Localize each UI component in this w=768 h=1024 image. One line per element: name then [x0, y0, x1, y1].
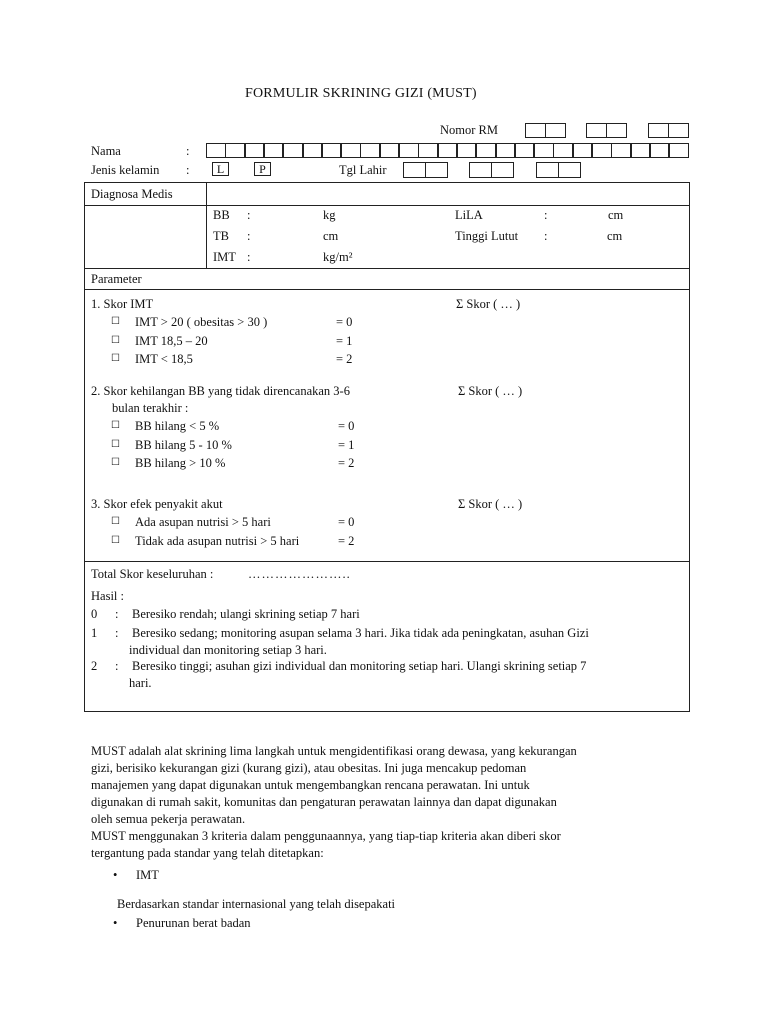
- option-label: IMT < 18,5: [135, 352, 193, 366]
- bullet-penurunan: Penurunan berat badan: [136, 916, 251, 930]
- section3-sigma: Σ Skor ( … ): [458, 497, 523, 511]
- table-border: [84, 205, 690, 206]
- hasil-description-cont: individual dan monitoring setiap 3 hari.: [129, 643, 327, 657]
- gender-l-box[interactable]: L: [212, 162, 229, 176]
- option-label: IMT > 20 ( obesitas > 30 ): [135, 315, 268, 329]
- nomor-rm-digit-box[interactable]: [525, 123, 546, 138]
- option-checkbox[interactable]: ☐: [111, 316, 120, 327]
- hasil-colon: :: [115, 626, 119, 640]
- total-score-value[interactable]: …………………..: [248, 567, 351, 581]
- form-title: FORMULIR SKRINING GIZI (MUST): [245, 86, 477, 101]
- section1-sigma: Σ Skor ( … ): [456, 297, 521, 311]
- nama-char-box[interactable]: [476, 143, 496, 158]
- tgl-lahir-digit-box[interactable]: [491, 162, 514, 178]
- tgl-lahir-digit-box[interactable]: [536, 162, 559, 178]
- option-label: Ada asupan nutrisi > 5 hari: [135, 515, 271, 529]
- body-text-line: MUST menggunakan 3 kriteria dalam penggunaannya, yang tiap-tiap kriteria akan diberi skor: [91, 829, 561, 843]
- tgl-lahir-digit-box[interactable]: [558, 162, 581, 178]
- hasil-colon: :: [115, 659, 119, 673]
- option-checkbox[interactable]: ☐: [111, 457, 120, 468]
- option-label: BB hilang < 5 %: [135, 419, 220, 433]
- nama-char-box[interactable]: [264, 143, 284, 158]
- hasil-score-number: 2: [91, 659, 98, 673]
- nama-char-box[interactable]: [515, 143, 535, 158]
- nama-char-box[interactable]: [360, 143, 380, 158]
- tinggi-lutut-unit: cm: [607, 229, 623, 243]
- table-border: [84, 268, 690, 269]
- tb-colon: :: [247, 229, 251, 243]
- nama-colon: :: [186, 144, 190, 158]
- nama-char-box[interactable]: [573, 143, 593, 158]
- tinggi-lutut-colon: :: [544, 229, 548, 243]
- section2-sigma: Σ Skor ( … ): [458, 384, 523, 398]
- option-checkbox[interactable]: ☐: [111, 420, 120, 431]
- nomor-rm-digit-box[interactable]: [606, 123, 627, 138]
- table-border: [84, 561, 690, 562]
- hasil-description: Beresiko rendah; ulangi skrining setiap 7 hari: [132, 607, 360, 621]
- bb-colon: :: [247, 208, 251, 222]
- lila-colon: :: [544, 208, 548, 222]
- tb-label: TB: [213, 229, 229, 243]
- nama-char-box[interactable]: [611, 143, 631, 158]
- table-border: [84, 182, 85, 712]
- nama-char-box[interactable]: [283, 143, 303, 158]
- table-border: [84, 182, 690, 183]
- sub-text-imt: Berdasarkan standar internasional yang telah disepakati: [117, 897, 396, 911]
- body-text-line: gizi, berisiko kekurangan gizi (kurang gizi), atau obesitas. Ini juga mencakup pedoman: [91, 761, 527, 775]
- bb-unit: kg: [323, 208, 336, 222]
- nomor-rm-digit-box[interactable]: [668, 123, 689, 138]
- nama-char-box[interactable]: [457, 143, 477, 158]
- option-score: = 0: [338, 419, 355, 433]
- nama-char-box[interactable]: [669, 143, 689, 158]
- nama-char-box[interactable]: [438, 143, 458, 158]
- option-score: = 2: [336, 352, 353, 366]
- hasil-description: Beresiko tinggi; asuhan gizi individual dan monitoring setiap hari. Ulangi skrining setiap 7: [132, 659, 587, 673]
- hasil-score-number: 0: [91, 607, 98, 621]
- body-text-line: tergantung pada standar yang telah ditetapkan:: [91, 846, 324, 860]
- nama-char-box[interactable]: [631, 143, 651, 158]
- table-border: [84, 711, 690, 712]
- hasil-description: Beresiko sedang; monitoring asupan selama 3 hari. Jika tidak ada peningkatan, asuhan Gizi: [132, 626, 589, 640]
- nomor-rm-label: Nomor RM: [440, 123, 498, 137]
- bullet-dot: •: [113, 916, 118, 930]
- imt-unit: kg/m²: [323, 250, 353, 264]
- bullet-dot: •: [113, 868, 118, 882]
- jenis-kelamin-colon: :: [186, 163, 190, 177]
- nama-char-box[interactable]: [592, 143, 612, 158]
- body-text-line: MUST adalah alat skrining lima langkah untuk mengidentifikasi orang dewasa, yang kekurangan: [91, 744, 577, 758]
- body-text-line: manajemen yang dapat digunakan untuk mengembangkan rencana perawatan. Ini untuk: [91, 778, 530, 792]
- diagnosa-medis-label: Diagnosa Medis: [91, 187, 173, 201]
- tgl-lahir-digit-box[interactable]: [469, 162, 492, 178]
- tinggi-lutut-label: Tinggi Lutut: [455, 229, 519, 243]
- nama-char-box[interactable]: [534, 143, 554, 158]
- nama-char-box[interactable]: [322, 143, 342, 158]
- section2-title-cont: bulan terakhir :: [112, 401, 189, 415]
- option-checkbox[interactable]: ☐: [111, 353, 120, 364]
- nama-label: Nama: [91, 144, 121, 158]
- option-checkbox[interactable]: ☐: [111, 534, 120, 546]
- option-checkbox[interactable]: ☐: [111, 516, 120, 527]
- nama-char-box[interactable]: [225, 143, 245, 158]
- hasil-score-number: 1: [91, 626, 98, 640]
- nama-char-box[interactable]: [399, 143, 419, 158]
- body-text-line: oleh semua pekerja perawatan.: [91, 812, 246, 826]
- nama-char-box[interactable]: [496, 143, 516, 158]
- gender-p-box[interactable]: P: [254, 162, 271, 176]
- tb-unit: cm: [323, 229, 339, 243]
- option-score: = 1: [338, 437, 355, 452]
- option-score: = 0: [338, 515, 355, 529]
- body-text-line: digunakan di rumah sakit, komunitas dan pengaturan perawatan lainnya dan dapat digunakan: [91, 795, 557, 809]
- nama-char-box[interactable]: [553, 143, 573, 158]
- parameter-label: Parameter: [91, 272, 142, 286]
- nomor-rm-digit-box[interactable]: [648, 123, 669, 138]
- total-score-label: Total Skor keseluruhan :: [91, 567, 214, 581]
- nomor-rm-digit-box[interactable]: [586, 123, 607, 138]
- section3-title: 3. Skor efek penyakit akut: [91, 497, 223, 511]
- option-label: BB hilang 5 - 10 %: [135, 437, 232, 452]
- nama-char-box[interactable]: [341, 143, 361, 158]
- nama-char-box[interactable]: [206, 143, 226, 158]
- option-label: IMT 18,5 – 20: [135, 333, 208, 348]
- imt-label: IMT: [213, 250, 236, 264]
- option-label: Tidak ada asupan nutrisi > 5 hari: [135, 533, 300, 548]
- option-score: = 1: [336, 333, 353, 348]
- lila-unit: cm: [608, 208, 624, 222]
- option-score: = 0: [336, 315, 353, 329]
- tgl-lahir-digit-box[interactable]: [403, 162, 426, 178]
- bullet-imt: IMT: [136, 868, 159, 882]
- bb-label: BB: [213, 208, 230, 222]
- nama-char-box[interactable]: [380, 143, 400, 158]
- nama-char-box[interactable]: [650, 143, 670, 158]
- hasil-colon: :: [115, 607, 119, 621]
- nama-char-box[interactable]: [245, 143, 265, 158]
- jenis-kelamin-label: Jenis kelamin: [91, 163, 160, 177]
- nama-char-box[interactable]: [418, 143, 438, 158]
- hasil-description-cont: hari.: [129, 676, 152, 690]
- option-checkbox[interactable]: ☐: [111, 438, 120, 450]
- option-score: = 2: [338, 456, 355, 470]
- nomor-rm-digit-box[interactable]: [545, 123, 566, 138]
- imt-colon: :: [247, 250, 251, 264]
- table-border: [206, 182, 207, 269]
- option-checkbox[interactable]: ☐: [111, 334, 120, 346]
- hasil-label: Hasil :: [91, 589, 124, 603]
- lila-label: LiLA: [455, 208, 483, 222]
- option-score: = 2: [338, 533, 355, 548]
- table-border: [689, 182, 690, 712]
- tgl-lahir-label: Tgl Lahir: [339, 163, 387, 177]
- table-border: [84, 289, 690, 290]
- tgl-lahir-digit-box[interactable]: [425, 162, 448, 178]
- nama-char-box[interactable]: [303, 143, 323, 158]
- section1-title: 1. Skor IMT: [91, 297, 154, 311]
- section2-title: 2. Skor kehilangan BB yang tidak direncanakan 3-6: [91, 384, 350, 398]
- option-label: BB hilang > 10 %: [135, 456, 226, 470]
